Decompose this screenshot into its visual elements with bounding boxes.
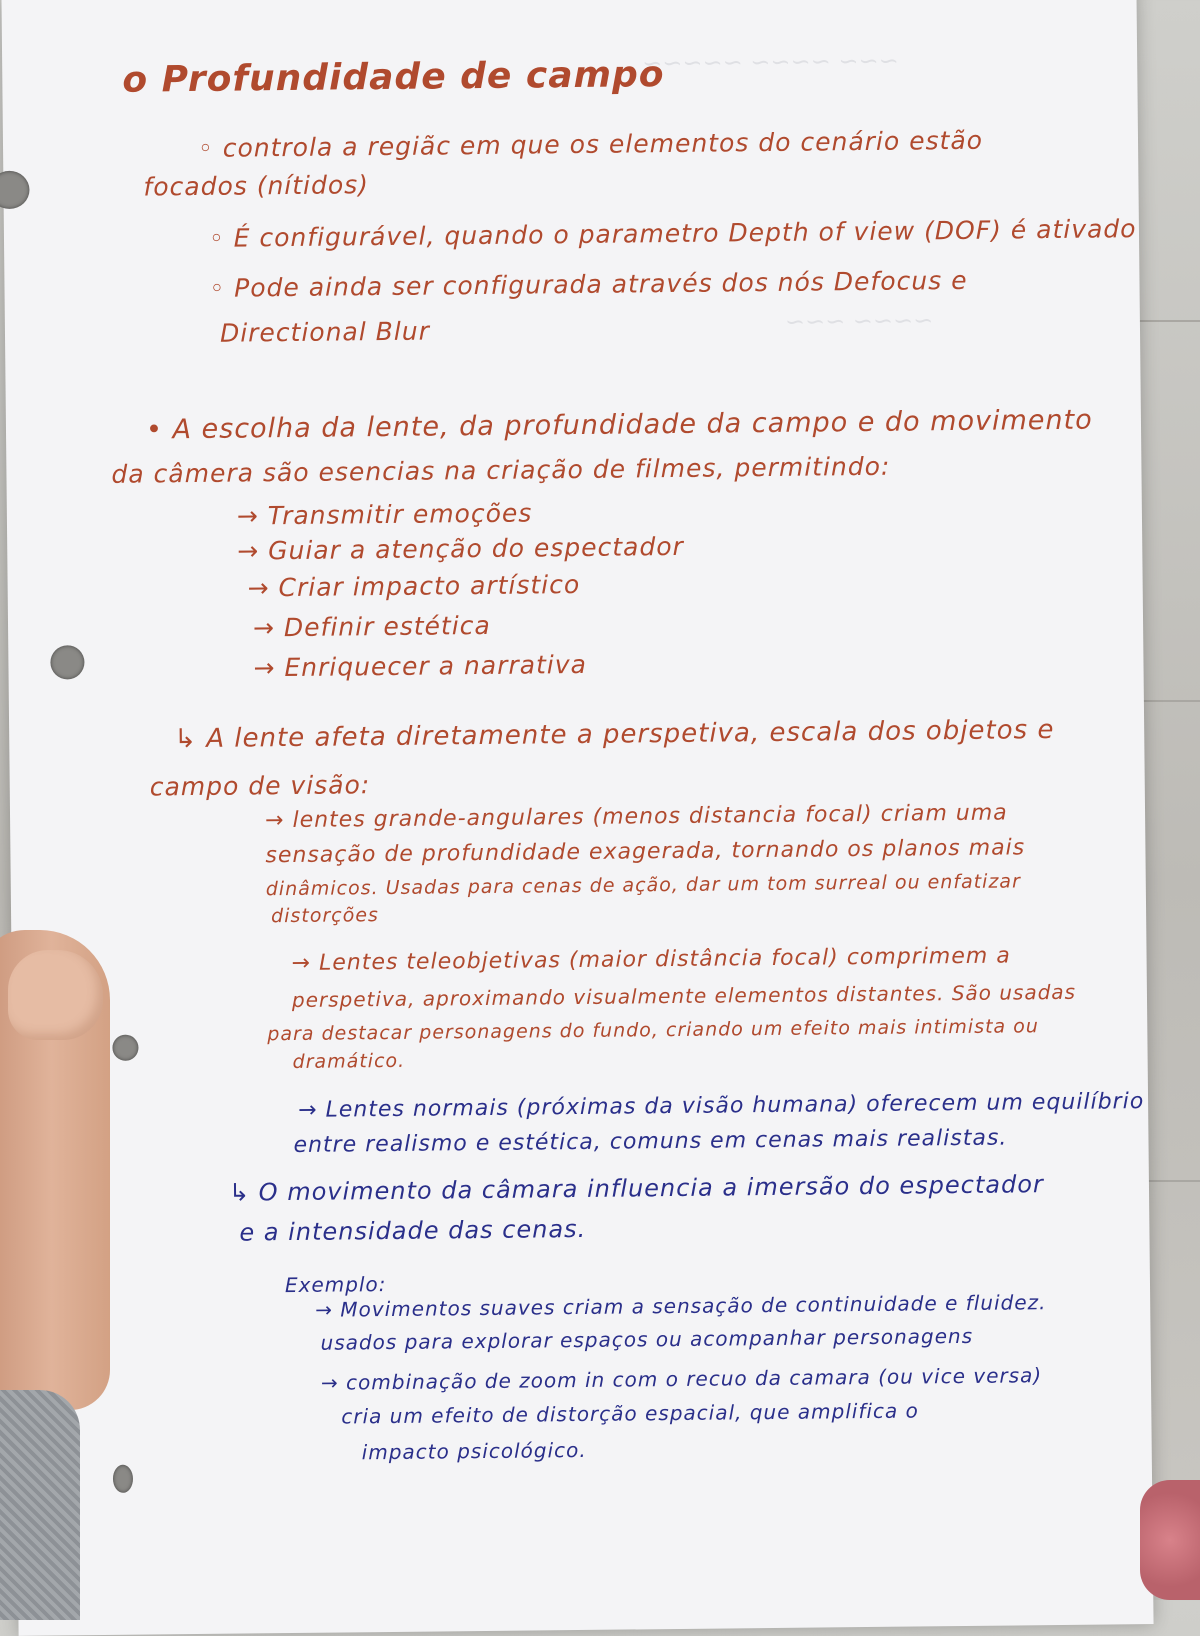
note-line: usados para explorar espaços ou acompanhar personagens bbox=[320, 1323, 974, 1355]
punch-hole bbox=[0, 171, 30, 209]
note-line: → Lentes teleobjetivas (maior distância focal) comprimem a bbox=[291, 943, 1011, 977]
note-line: → combinação de zoom in com o recuo da camara (ou vice versa) bbox=[320, 1363, 1043, 1395]
note-line: sensação de profundidade exagerada, tornando os planos mais bbox=[265, 835, 1026, 869]
note-line: entre realismo e estética, comuns em cenas mais realistas. bbox=[293, 1125, 1008, 1158]
note-line: campo de visão: bbox=[149, 770, 371, 802]
bleed-through-text: ~~~ ~~~~ ~~~~~ bbox=[642, 46, 899, 78]
note-line: ◦ controla a regiãc em que os elementos do cenário estão bbox=[197, 125, 984, 163]
note-line: ↳ A lente afeta diretamente a perspetiva, escala dos objetos e bbox=[174, 715, 1055, 755]
bleed-through-text: ~~~~ ~~~ bbox=[784, 306, 934, 336]
bullet-item: → Guiar a atenção do espectador bbox=[237, 531, 685, 566]
example-label: Exemplo: bbox=[284, 1272, 387, 1298]
note-line: dramático. bbox=[292, 1049, 406, 1073]
note-line: ↳ O movimento da câmara influencia a imersão do espectador bbox=[228, 1170, 1044, 1207]
punch-hole bbox=[112, 1035, 138, 1061]
ground-tile-line bbox=[1130, 320, 1200, 322]
note-line: → lentes grande-angulares (menos distancia focal) criam uma bbox=[264, 800, 1008, 834]
note-line: → Lentes normais (próximas da visão humana) oferecem um equilíbrio bbox=[297, 1089, 1145, 1123]
note-line: • A escolha da lente, da profundidade da campo e do movimento bbox=[145, 404, 1093, 446]
note-line: ◦ Pode ainda ser configurada através dos nós Defocus e bbox=[209, 265, 968, 303]
page-title: o Profundidade de campo bbox=[122, 54, 665, 101]
notebook-page bbox=[1, 0, 1153, 1636]
punch-hole bbox=[50, 645, 84, 679]
note-line: e a intensidade das cenas. bbox=[239, 1214, 587, 1247]
note-line: cria um efeito de distorção espacial, que amplifica o bbox=[341, 1398, 919, 1429]
note-line: → Movimentos suaves criam a sensação de continuidade e fluidez. bbox=[315, 1290, 1047, 1322]
punch-hole bbox=[113, 1465, 133, 1493]
bullet-item: → Transmitir emoções bbox=[236, 498, 533, 531]
note-line: impacto psicológico. bbox=[361, 1437, 587, 1465]
pink-object bbox=[1140, 1480, 1200, 1600]
note-line: da câmera são esencias na criação de filmes, permitindo: bbox=[111, 451, 891, 489]
note-line: para destacar personagens do fundo, criando um efeito mais intimista ou bbox=[267, 1015, 1039, 1046]
sweater-sleeve bbox=[0, 1390, 80, 1620]
bullet-item: → Criar impacto artístico bbox=[247, 569, 581, 603]
note-line: perspetiva, aproximando visualmente elementos distantes. São usadas bbox=[291, 979, 1077, 1012]
thumb bbox=[8, 950, 103, 1040]
note-line: distorções bbox=[270, 904, 380, 928]
bullet-item: → Enriquecer a narrativa bbox=[253, 649, 588, 683]
note-line: dinâmicos. Usadas para cenas de ação, dar um tom surreal ou enfatizar bbox=[265, 870, 1021, 901]
note-line: Directional Blur bbox=[219, 316, 431, 348]
note-line: ◦ É configurável, quando o parametro Depth of view (DOF) é ativado bbox=[208, 214, 1137, 253]
note-line: focados (nítidos) bbox=[143, 170, 370, 202]
bullet-item: → Definir estética bbox=[252, 610, 491, 643]
